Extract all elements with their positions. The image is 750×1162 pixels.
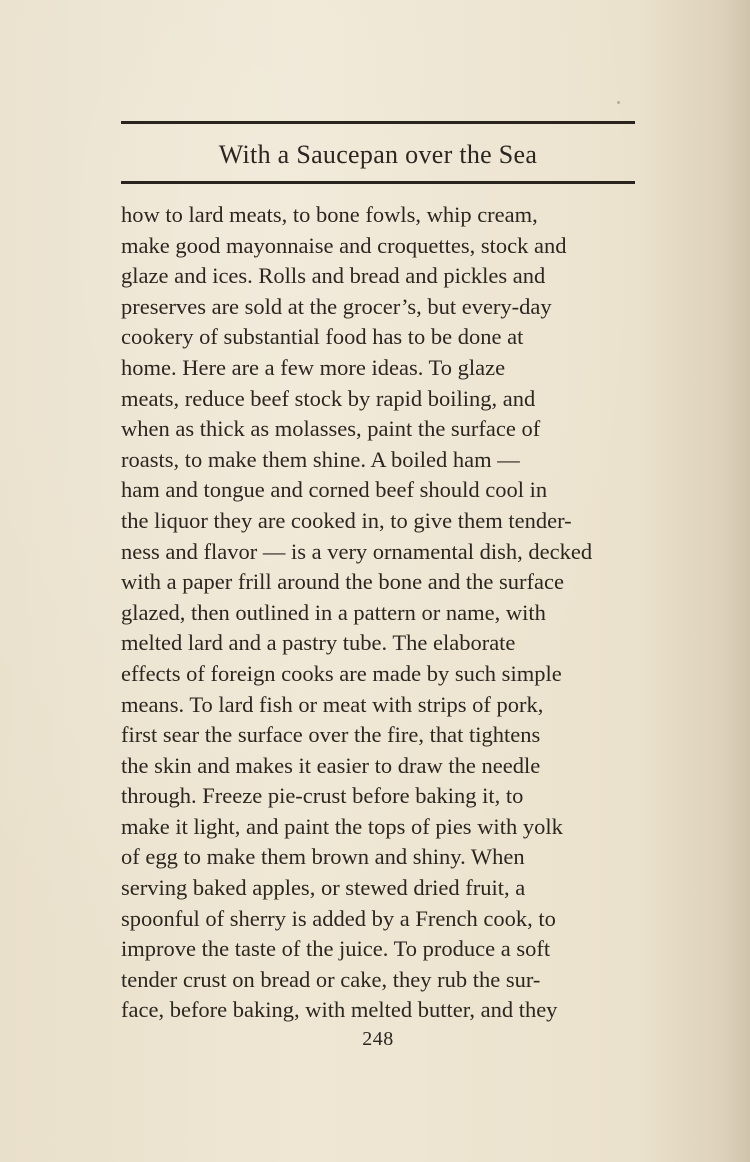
page-number: 248 <box>362 1028 394 1050</box>
text-line: melted lard and a pastry tube. The elaborate <box>121 630 516 656</box>
text-line: serving baked apples, or stewed dried fruit, a <box>121 875 526 901</box>
text-line: how to lard meats, to bone fowls, whip cream, <box>121 202 538 227</box>
text-line: make good mayonnaise and croquettes, stock and <box>121 232 567 258</box>
running-head: With a Saucepan over the Sea <box>218 140 538 169</box>
text-line: the liquor they are cooked in, to give them tender- <box>121 507 572 533</box>
text-line: of egg to make them brown and shiny. When <box>121 844 525 870</box>
text-line: through. Freeze pie-crust before baking it, to <box>121 783 524 809</box>
text-line: spoonful of sherry is added by a French cook, to <box>121 905 556 931</box>
text-line: make it light, and paint the tops of pies with yolk <box>121 813 563 839</box>
text-line: effects of foreign cooks are made by such simple <box>121 660 562 686</box>
text-line: with a paper frill around the bone and the surface <box>121 569 564 595</box>
text-line: meats, reduce beef stock by rapid boiling, and <box>121 385 536 411</box>
text-line: first sear the surface over the fire, that tightens <box>121 722 541 748</box>
text-line: improve the taste of the juice. To produce a soft <box>121 936 551 962</box>
header-rule-top <box>121 121 635 124</box>
text-line: ham and tongue and corned beef should cool in <box>121 477 548 503</box>
text-line: cookery of substantial food has to be done at <box>121 324 524 350</box>
text-line: roasts, to make them shine. A boiled ham — <box>121 446 520 472</box>
text-line: means. To lard fish or meat with strips of pork, <box>121 691 544 717</box>
text-line: face, before baking, with melted butter, and they <box>121 997 558 1023</box>
text-line: when as thick as molasses, paint the surface of <box>121 416 541 442</box>
text-line: glaze and ices. Rolls and bread and pickles and <box>121 263 546 289</box>
text-line: the skin and makes it easier to draw the needle <box>121 752 541 778</box>
header-rule-bottom <box>121 181 635 184</box>
paper-speck <box>617 101 620 104</box>
body-text <box>121 200 635 1026</box>
text-line: home. Here are a few more ideas. To glaze <box>121 354 506 380</box>
text-line: preserves are sold at the grocer’s, but every-day <box>121 293 552 319</box>
text-line: ness and flavor — is a very ornamental dish, decked <box>121 538 593 564</box>
text-line: glazed, then outlined in a pattern or name, with <box>121 599 546 625</box>
text-line: tender crust on bread or cake, they rub the sur- <box>121 966 541 992</box>
